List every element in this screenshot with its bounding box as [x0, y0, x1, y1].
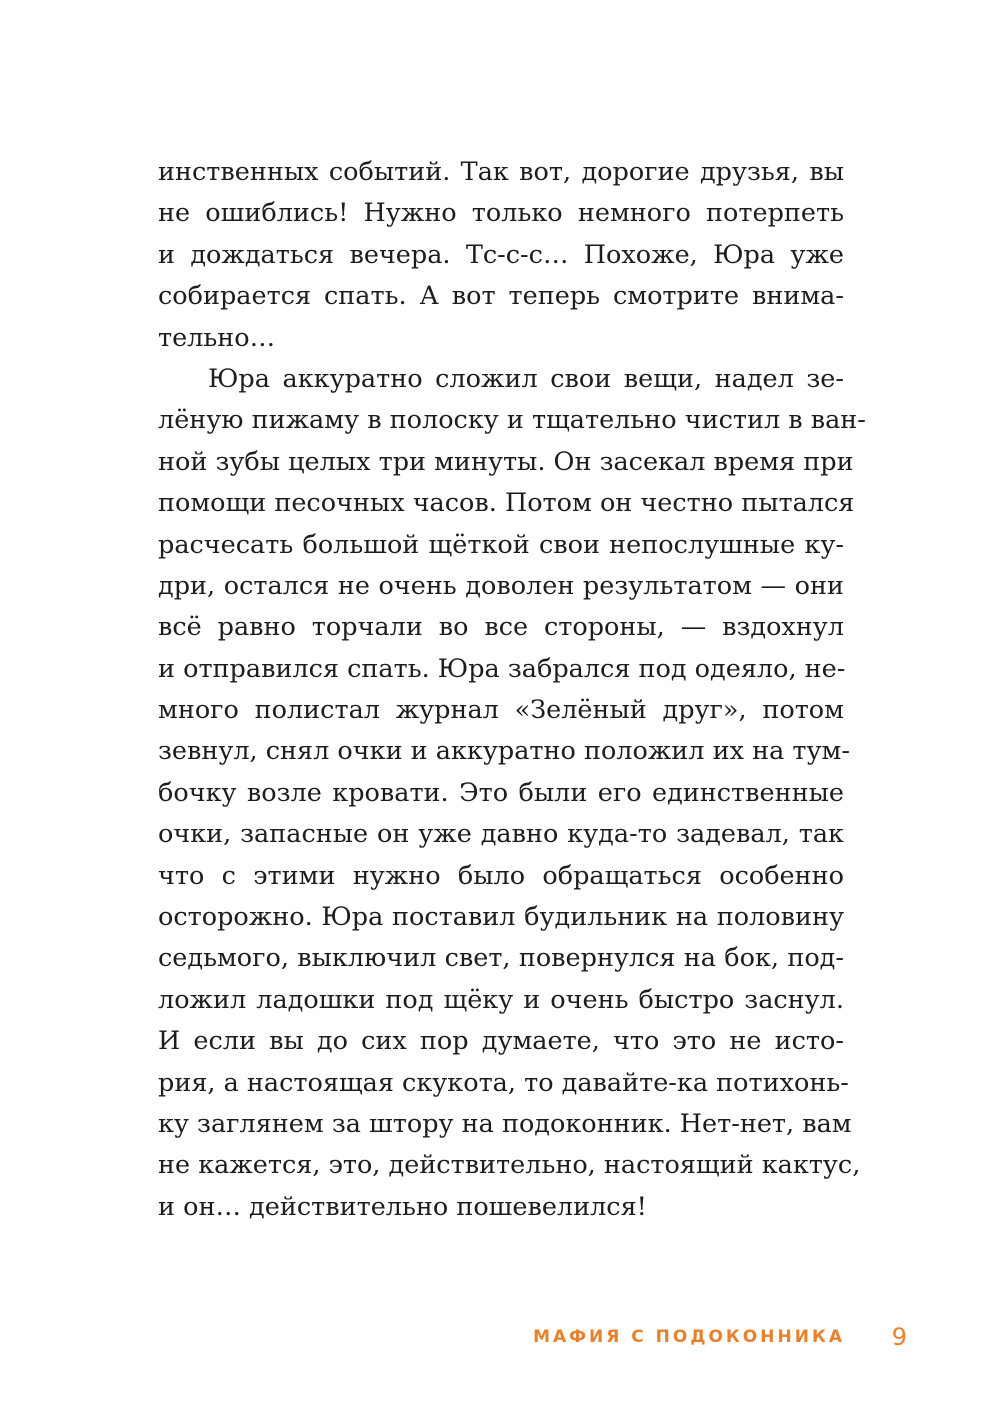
text-line: собирается спать. А вот теперь смотрите внима- [158, 281, 844, 312]
text-line: расчесать большой щёткой свои непослушные ку- [158, 529, 844, 560]
text-line: зевнул, снял очки и аккуратно положил их на тум- [158, 736, 850, 767]
text-line: и дождаться вечера. Тс-с-с… Похоже, Юра уже [158, 239, 844, 270]
text-line: ложил ладошки под щёку и очень быстро заснул. [158, 984, 844, 1015]
text-line: лёную пижаму в полоску и тщательно чистил в ван- [158, 405, 866, 436]
text-line: помощи песочных часов. Потом он честно пытался [158, 488, 855, 519]
text-line: дри, остался не очень доволен результатом — они [158, 570, 844, 601]
text-line: всё равно торчали во все стороны, — вздохнул [158, 612, 844, 643]
text-line: бочку возле кровати. Это были его единственные [158, 777, 844, 808]
text-line: инственных событий. Так вот, дорогие друзья, вы [158, 157, 844, 187]
text-line: И если вы до сих пор думаете, что это не исто- [158, 1026, 844, 1057]
text-line: что с этими нужно было обращаться особенно [158, 860, 844, 891]
page-number: 9 [891, 1323, 907, 1351]
body-text [158, 152, 866, 1228]
text-line: рия, а настоящая скукота, то давайте-ка потихонь- [158, 1067, 849, 1098]
text-line: очки, запасные он уже давно куда-то задевал, так [158, 819, 844, 850]
text-line: и отправился спать. Юра забрался под одеяло, не- [158, 653, 846, 684]
text-line: не ошиблись! Нужно только немного потерпеть [158, 198, 844, 229]
text-line: седьмого, выключил свет, повернулся на бок, под- [158, 943, 844, 974]
paragraph-1 [158, 152, 844, 359]
text-line: не кажется, это, действительно, настоящий кактус, [158, 1150, 861, 1181]
text-line: и он… действительно пошевелился! [158, 1191, 647, 1222]
running-title: МАФИЯ С ПОДОКОННИКА [533, 1327, 845, 1347]
paragraph-2 [158, 359, 866, 1228]
text-line: ку заглянем за штору на подоконник. Нет-нет, вам [158, 1108, 852, 1139]
text-line: тельно… [158, 322, 276, 353]
text-line: Юра аккуратно сложил свои вещи, надел зе- [208, 363, 844, 394]
text-line: осторожно. Юра поставил будильник на половину [158, 902, 844, 933]
text-line: ной зубы целых три минуты. Он засекал время при [158, 446, 854, 477]
text-line: много полистал журнал «Зелёный друг», потом [158, 695, 844, 726]
